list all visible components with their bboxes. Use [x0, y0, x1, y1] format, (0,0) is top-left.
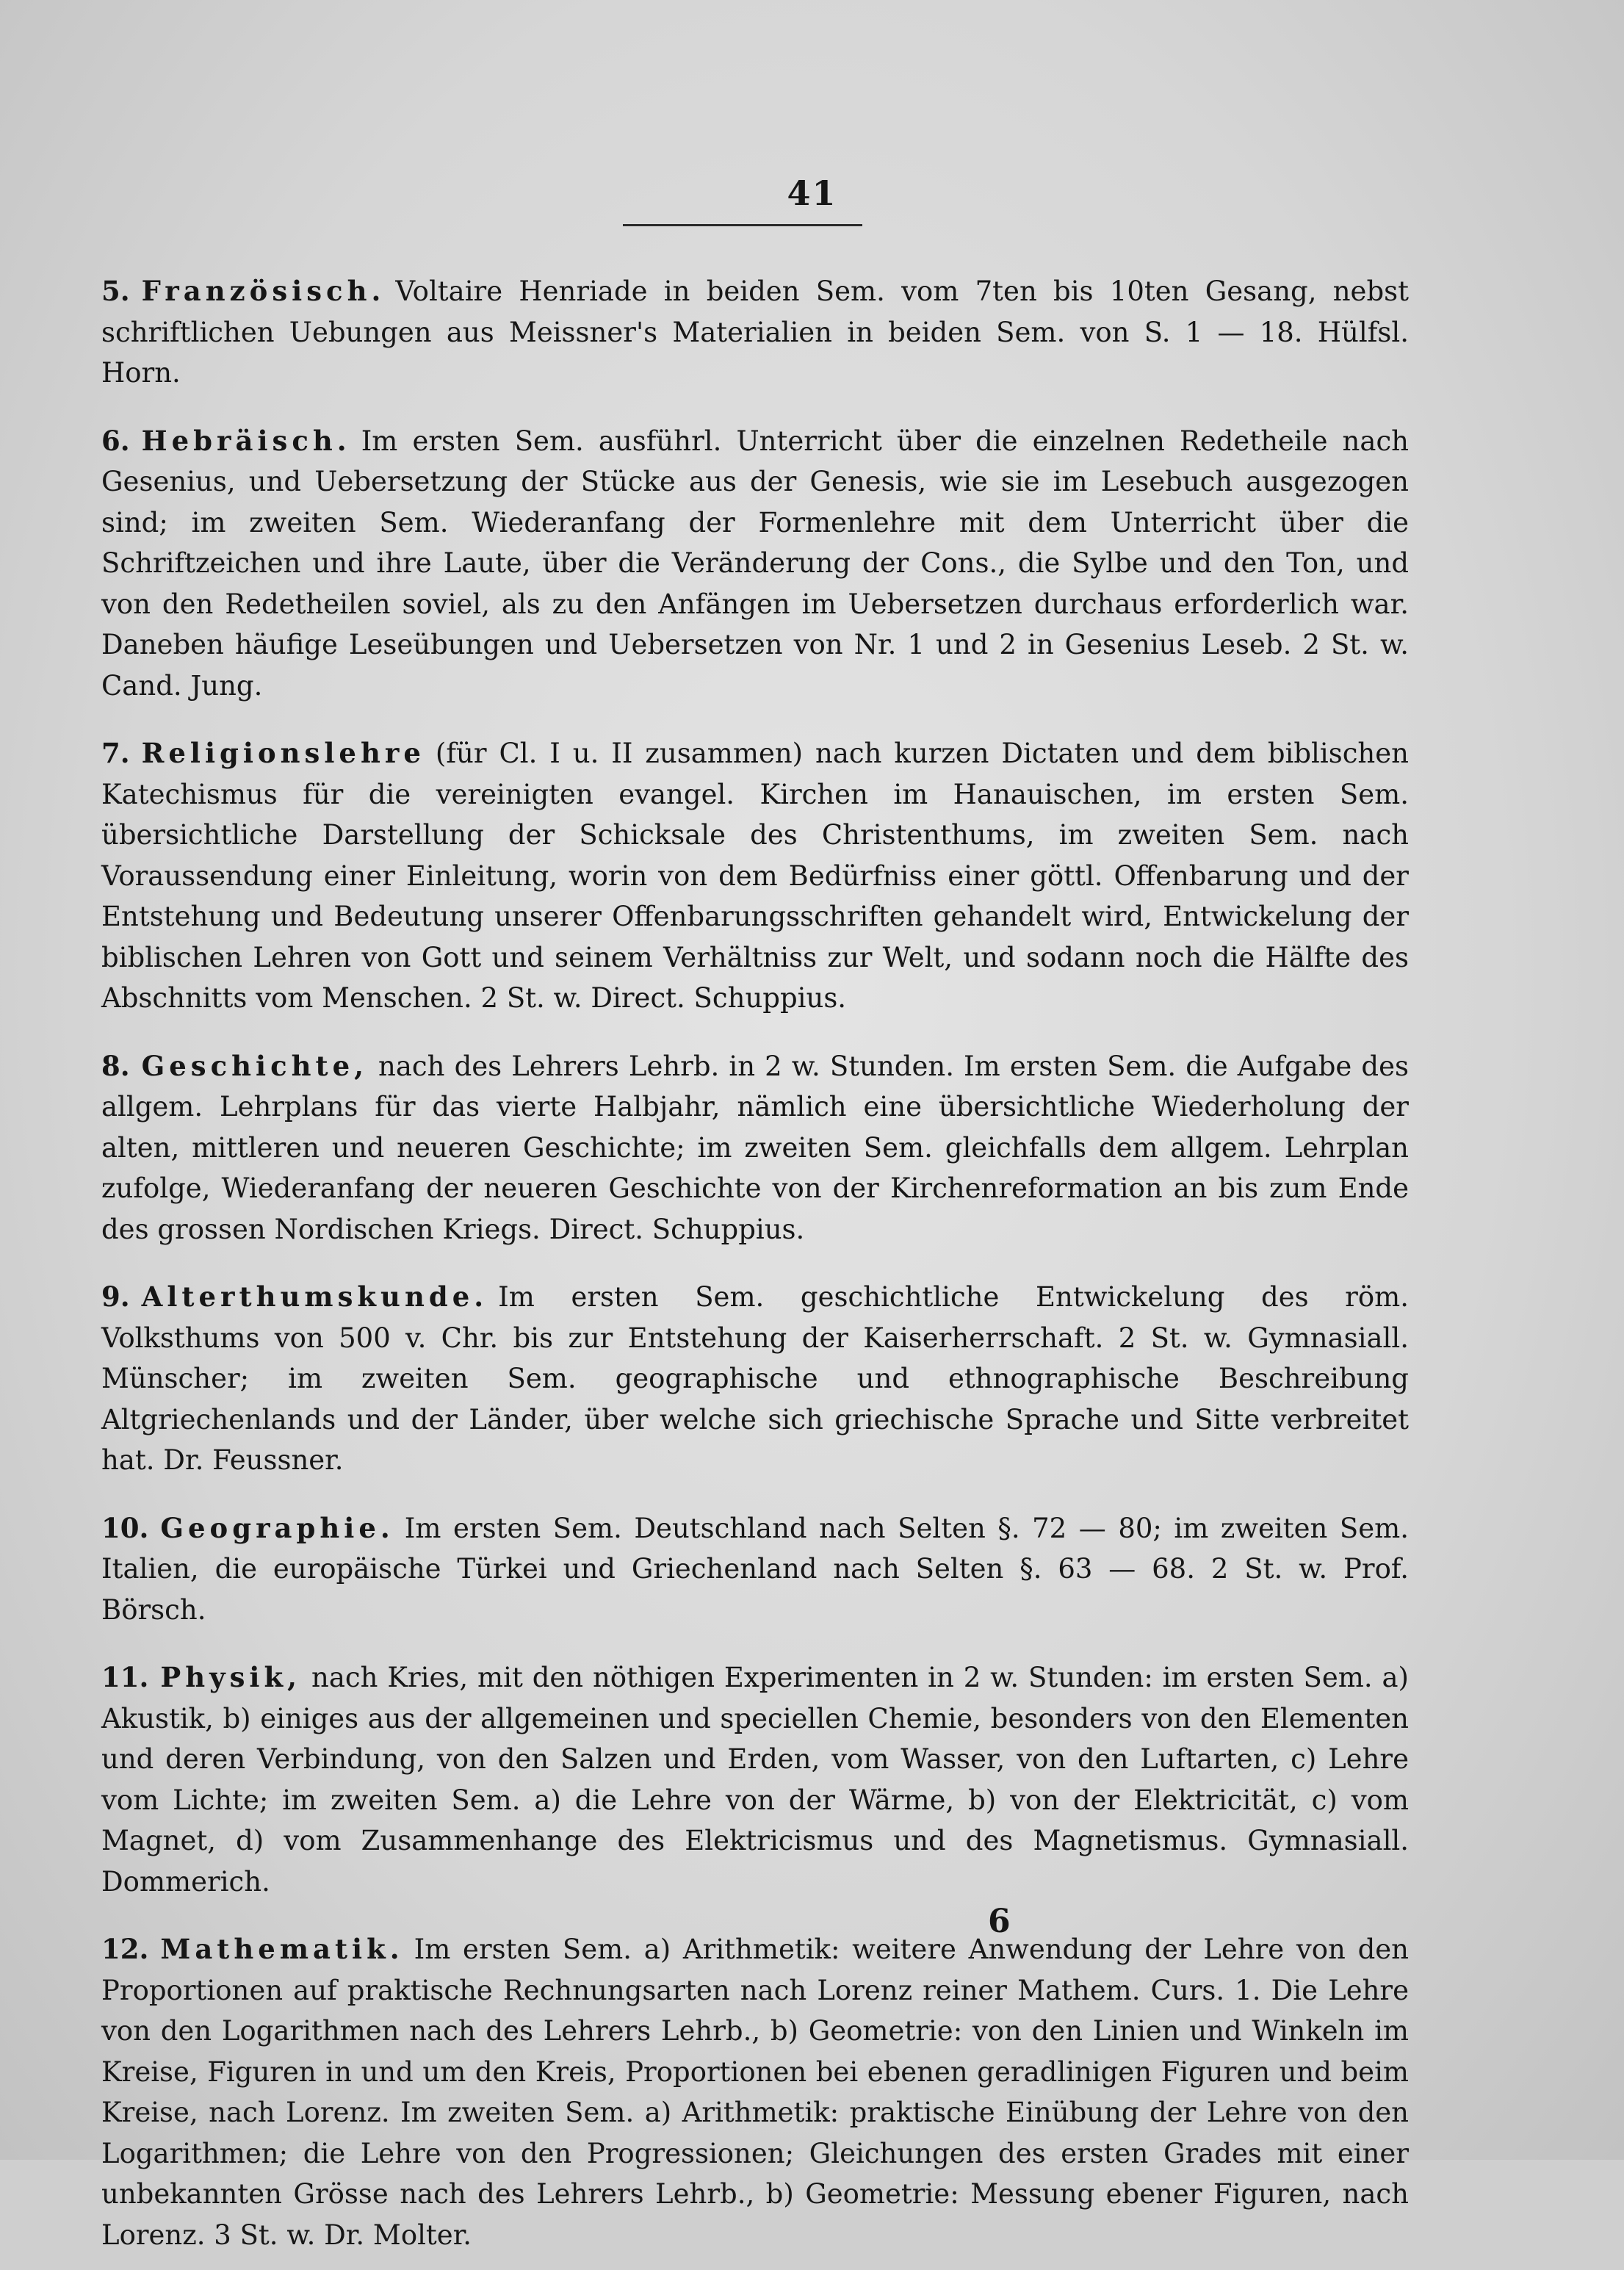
- item-number: 7.: [101, 737, 130, 769]
- course-item-geography: [101, 1508, 1409, 1631]
- item-text: nach des Lehrers Lehrb. in 2 w. Stunden. Im ersten Sem. die Aufgabe des allgem. Lehrplans für das vierte Halbjahr, nämlich eine übersichtliche Wiederholung der alten, mittleren und neueren Geschichte; im zweiten Sem. gleichfalls dem allgem. Lehrplan zufolge, Wiederanfang der neueren Geschichte von der Kirchenreformation an bis zum Ende des grossen Nordischen Kriegs. Direct. Schuppius.: [101, 1050, 1409, 1245]
- course-list: [101, 244, 1409, 2270]
- course-item-french: [101, 271, 1409, 394]
- item-subject: Geschichte,: [141, 1049, 369, 1082]
- item-subject: Französisch.: [141, 275, 386, 307]
- item-number: 11.: [101, 1661, 149, 1693]
- page-number: 41: [787, 173, 837, 213]
- item-subject: Hebräisch.: [141, 424, 351, 457]
- course-item-mathematics: [101, 1929, 1409, 2255]
- item-number: 6.: [101, 424, 130, 457]
- item-text: Im ersten Sem. ausführl. Unterricht über die einzelnen Redetheile nach Gesenius, und Uebersetzung der Stücke aus der Genesis, wie sie im Lesebuch ausgezogen sind; im zweiten Sem. Wiederanfang der Formenlehre mit dem Unterricht über die Schriftzeichen und ihre Laute, über die Veränderung der Cons., die Sylbe und den Ton, und von den Redetheilen soviel, als zu den Anfängen im Uebersetzen durchaus erforderlich war. Daneben häufige Leseübungen und Uebersetzen von Nr. 1 und 2 in Gesenius Leseb. 2 St. w. Cand. Jung.: [101, 425, 1409, 702]
- item-text: nach Kries, mit den nöthigen Experimenten in 2 w. Stunden: im ersten Sem. a) Akustik, b) einiges aus der allgemeinen und speciellen Chemie, besonders von den Elementen und deren Verbindung, von den Salzen und Erden, vom Wasser, von den Luftarten, c) Lehre vom Lichte; im zweiten Sem. a) die Lehre von der Wärme, b) von der Elektricität, c) vom Magnet, d) vom Zusammenhange des Elektricismus und des Magnetismus. Gymnasiall. Dommerich.: [101, 1662, 1409, 1898]
- course-item-physics: [101, 1657, 1409, 1902]
- item-subject: Physik,: [160, 1661, 302, 1693]
- item-text: Im ersten Sem. Deutschland nach Selten §. 72 — 80; im zweiten Sem. Italien, die europäische Türkei und Griechenland nach Selten §. 63 — 68. 2 St. w. Prof. Börsch.: [101, 1512, 1409, 1626]
- item-subject: Religionslehre: [141, 737, 425, 769]
- item-number: 9.: [101, 1280, 130, 1313]
- item-text: Voltaire Henriade in beiden Sem. vom 7ten bis 10ten Gesang, nebst schriftlichen Uebungen aus Meissner's Materialien in beiden Sem. von S. 1 — 18. Hülfsl. Horn.: [101, 275, 1409, 389]
- item-text: Im ersten Sem. geschichtliche Entwickelung des röm. Volksthums von 500 v. Chr. bis zur Entstehung der Kaiserherrschaft. 2 St. w. Gymnasiall. Münscher; im zweiten Sem. geographische und ethnographische Beschreibung Altgriechenlands und der Länder, über welche sich griechische Sprache und Sitte verbreitet hat. Dr. Feussner.: [101, 1281, 1409, 1476]
- signature-mark: 6: [988, 1903, 1011, 1940]
- item-text: (für Cl. I u. II zusammen) nach kurzen Dictaten und dem biblischen Katechismus für die vereinigten evangel. Kirchen im Hanauischen, im ersten Sem. übersichtliche Darstellung der Schicksale des Christenthums, im zweiten Sem. nach Voraussendung einer Einleitung, worin von dem Bedürfniss einer göttl. Offenbarung und der Entstehung und Bedeutung unserer Offenbarungsschriften gehandelt wird, Entwickelung der biblischen Lehren von Gott und seinem Verhältniss zur Welt, und sodann noch die Hälfte des Abschnitts vom Menschen. 2 St. w. Direct. Schuppius.: [101, 738, 1409, 1014]
- item-number: 12.: [101, 1933, 149, 1965]
- item-number: 10.: [101, 1511, 149, 1544]
- course-item-religion: [101, 733, 1409, 1019]
- item-subject: Geographie.: [160, 1511, 394, 1544]
- item-text: Im ersten Sem. a) Arithmetik: weitere Anwendung der Lehre von den Proportionen auf praktische Rechnungsarten nach Lorenz reiner Mathem. Curs. 1. Die Lehre von den Logarithmen nach des Lehrers Lehrb., b) Geometrie: von den Linien und Winkeln im Kreise, Figuren in und um den Kreis, Proportionen bei ebenen geradlinigen Figuren und beim Kreise, nach Lorenz. Im zweiten Sem. a) Arithmetik: praktische Einübung der Lehre von den Logarithmen; die Lehre von den Progressionen; Gleichungen des ersten Grades mit einer unbekannten Grösse nach des Lehrers Lehrb., b) Geometrie: Messung ebener Figuren, nach Lorenz. 3 St. w. Dr. Molter.: [101, 1934, 1409, 2251]
- item-number: 8.: [101, 1049, 130, 1082]
- course-item-history: [101, 1046, 1409, 1250]
- item-subject: Alterthumskunde.: [141, 1280, 488, 1313]
- item-number: 5.: [101, 275, 130, 307]
- course-item-antiquity: [101, 1277, 1409, 1481]
- header-rule: [623, 224, 862, 226]
- item-subject: Mathematik.: [160, 1933, 404, 1965]
- course-item-hebrew: [101, 421, 1409, 707]
